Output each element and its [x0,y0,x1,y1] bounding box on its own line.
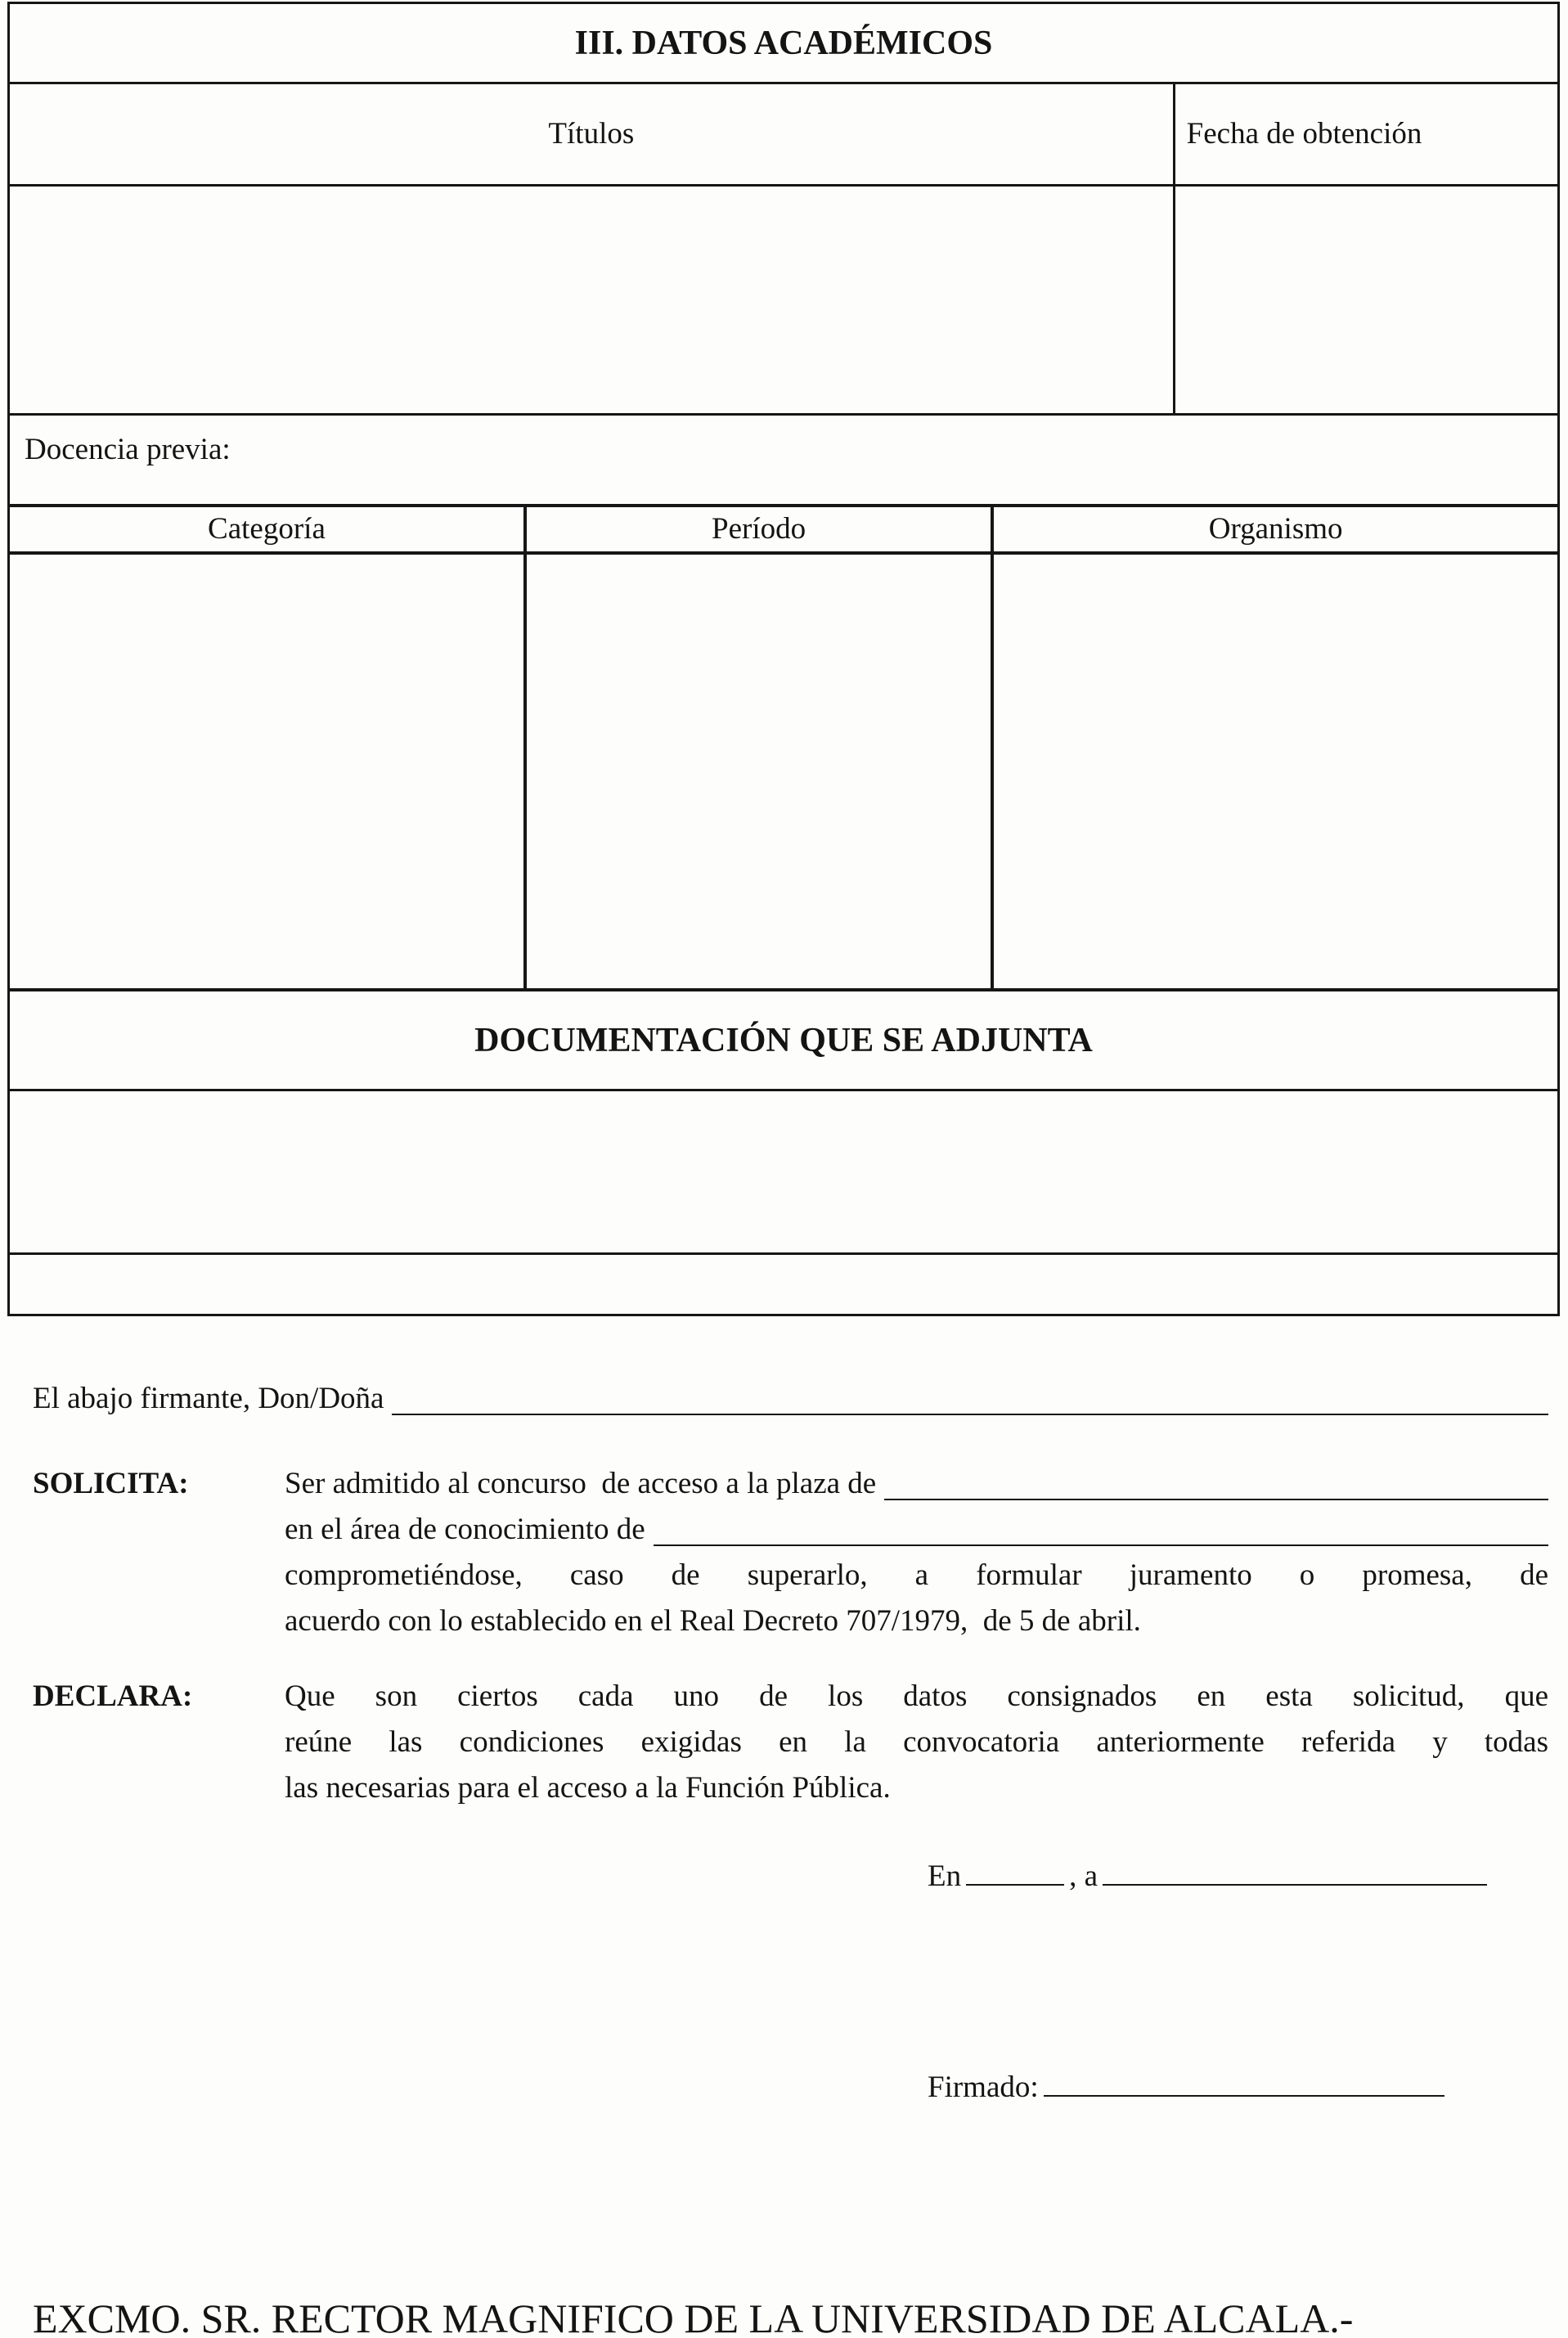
periodo-header: Período [712,512,806,546]
date-blank [1103,1877,1487,1886]
solicita-line1-text: Ser admitido al concurso de acceso a la plaza de [285,1467,877,1500]
teaching-entry-row [10,555,1557,991]
signer-prefix: El abajo firmante, Don/Doña [33,1382,384,1415]
solicita-line1 [285,1461,1548,1507]
place-date-line [928,1854,1548,1900]
declara-line2: reúne las condiciones exigidas en la convocatoria anteriormente referida y todas [285,1725,1548,1759]
declara-line3: las necesarias para el acceso a la Función Pública. [285,1771,891,1805]
fecha-entry-cell [1175,187,1557,413]
docencia-previa-label: Docencia previa: [25,433,231,466]
datos-academicos-table [7,2,1560,1316]
signer-name-blank [392,1407,1548,1415]
titles-header-row [10,84,1557,187]
titulos-header: Títulos [548,117,635,151]
titulos-entry-cell [10,187,1175,413]
documentacion-entry-row [10,1091,1557,1255]
declara-block [33,1674,1548,1811]
docencia-previa-row [10,416,1557,507]
fecha-header-cell [1175,84,1557,184]
addressee-line [33,2295,1353,2338]
request-text-block [33,1376,1548,2111]
solicita-label: SOLICITA: [33,1467,189,1500]
signature-blank [1044,2088,1444,2097]
solicita-block [33,1461,1548,1644]
addressee-text: EXCMO. SR. RECTOR MAGNIFICO DE LA UNIVERSIDAD DE ALCALA.- [33,2295,1354,2338]
organismo-header-cell [994,507,1557,551]
place-prefix: En [928,1859,962,1893]
categoria-header: Categoría [208,512,326,546]
declara-label: DECLARA: [33,1679,193,1713]
section-title-row [10,4,1557,84]
titulos-header-cell [10,84,1175,184]
place-separator: , a [1069,1859,1098,1893]
documentacion-title-row [10,991,1557,1091]
periodo-entry-cell [527,555,994,988]
solicita-body [285,1461,1548,1644]
solicita-line2-text: en el área de conocimiento de [285,1513,645,1546]
signed-line [928,2065,1548,2111]
organismo-entry-cell [994,555,1557,988]
firmado-label: Firmado: [928,2070,1039,2104]
categoria-header-cell [10,507,527,551]
solicita-line3: comprometiéndose, caso de superarlo, a formular juramento o promesa, de [285,1558,1548,1592]
solicita-line2 [285,1507,1548,1553]
area-conocimiento-blank [654,1538,1548,1546]
documentacion-entry-row-2 [10,1255,1557,1314]
documentacion-title: DOCUMENTACIÓN QUE SE ADJUNTA [474,1021,1093,1059]
fecha-obtencion-header: Fecha de obtención [1186,117,1422,151]
place-blank [966,1877,1064,1886]
solicita-line4: acuerdo con lo establecido en el Real Decreto 707/1979, de 5 de abril. [285,1604,1141,1638]
section-title: III. DATOS ACADÉMICOS [574,24,993,62]
titles-entry-row [10,187,1557,416]
plaza-blank [884,1492,1548,1500]
categoria-entry-cell [10,555,527,988]
declara-line1: Que son ciertos cada uno de los datos consignados en esta solicitud, que [285,1679,1548,1713]
signer-line [33,1376,1548,1422]
teaching-header-row [10,507,1557,555]
declara-body [285,1674,1548,1811]
organismo-header: Organismo [1208,512,1343,546]
periodo-header-cell [527,507,994,551]
